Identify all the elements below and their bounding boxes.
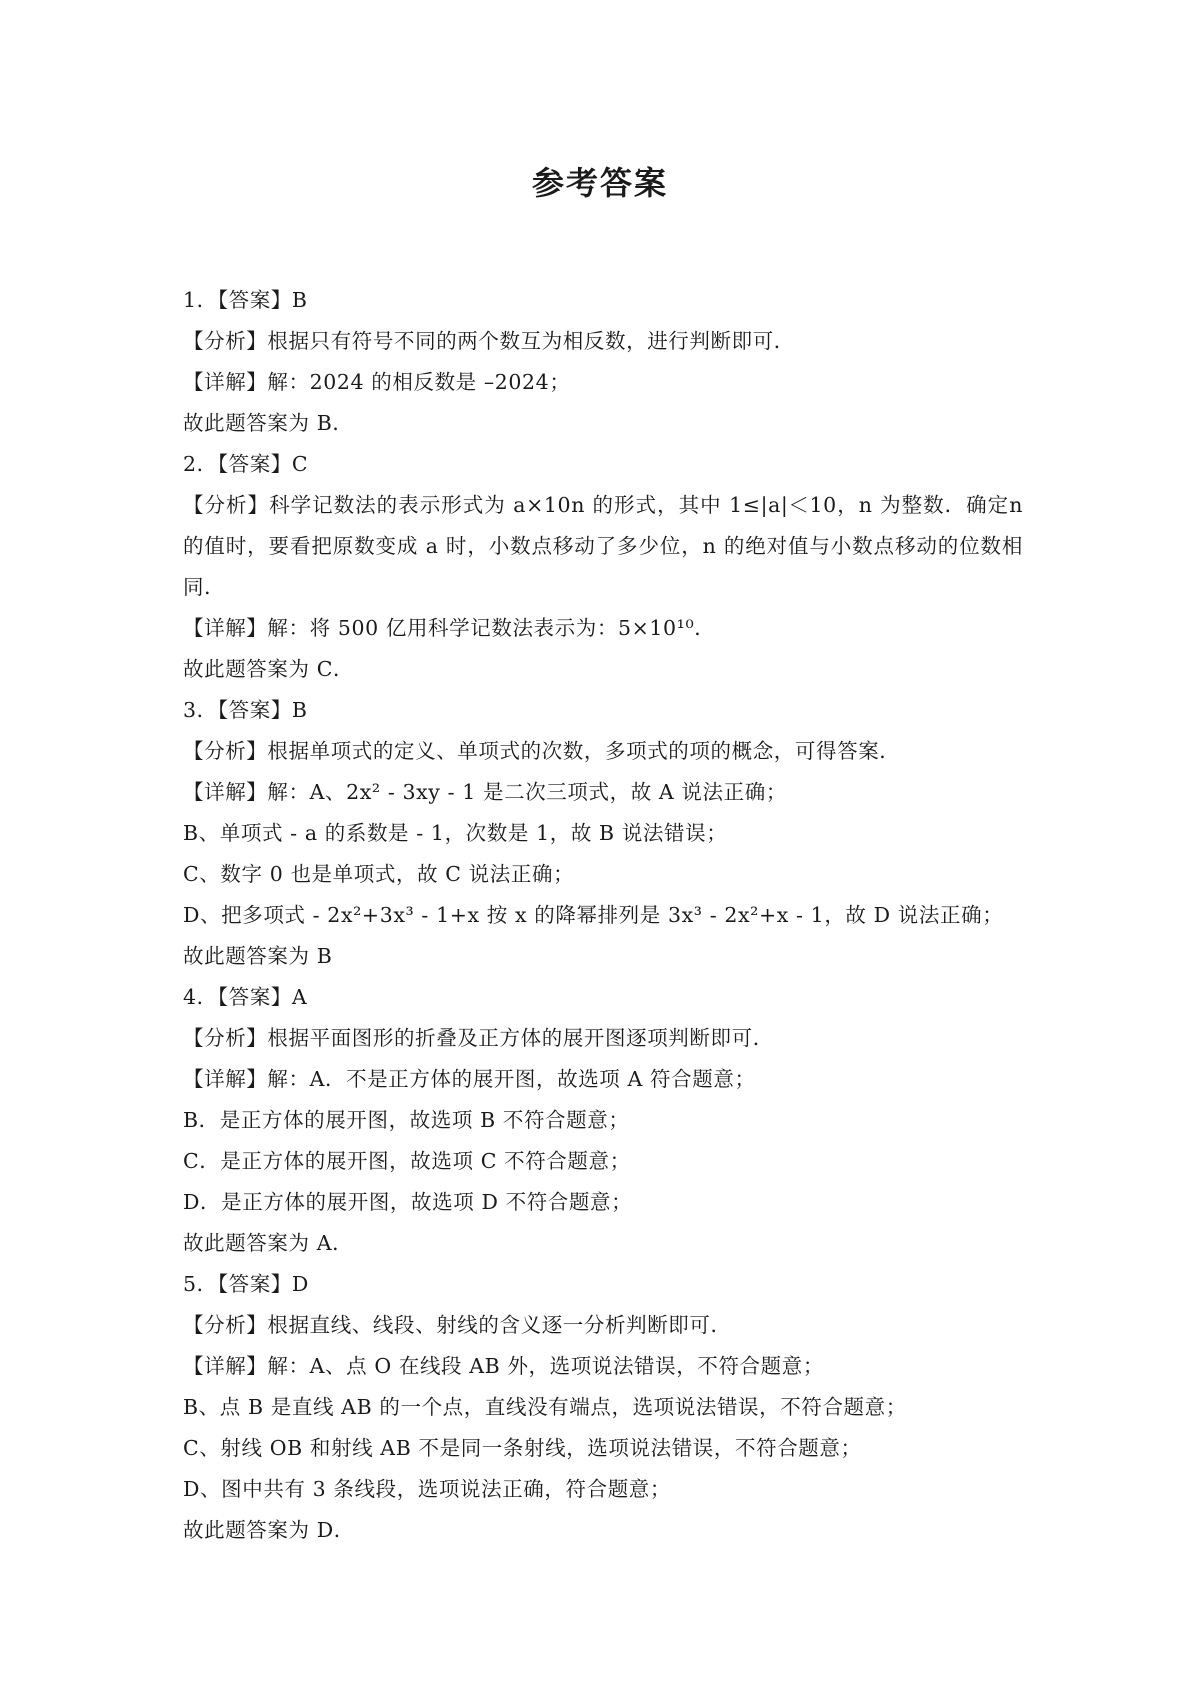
q2-conclusion: 故此题答案为 C． bbox=[183, 657, 355, 681]
q3-detail-b: B、单项式 - a 的系数是 - 1，次数是 1，故 B 说法错误； bbox=[183, 821, 728, 845]
q5-detail-a: 【详解】解：A、点 O 在线段 AB 外，选项说法错误，不符合题意； bbox=[183, 1354, 824, 1378]
q2-detail: 【详解】解：将 500 亿用科学记数法表示为：5×10¹⁰． bbox=[183, 616, 716, 640]
q3-conclusion: 故此题答案为 B bbox=[183, 944, 333, 968]
q3-answer: 3．【答案】B bbox=[183, 698, 308, 722]
q3-analysis: 【分析】根据单项式的定义、单项式的次数，多项式的项的概念，可得答案． bbox=[183, 739, 901, 763]
q4-detail-d: D．是正方体的展开图，故选项 D 不符合题意； bbox=[183, 1190, 633, 1214]
q2-answer: 2．【答案】C bbox=[183, 452, 309, 476]
q4-detail-c: C．是正方体的展开图，故选项 C 不符合题意； bbox=[183, 1149, 631, 1173]
q5-answer: 5．【答案】D bbox=[183, 1272, 309, 1296]
q1-analysis: 【分析】根据只有符号不同的两个数互为相反数，进行判断即可． bbox=[183, 329, 795, 353]
q1-answer: 1．【答案】B bbox=[183, 288, 308, 312]
q5-detail-c: C、射线 OB 和射线 AB 不是同一条射线，选项说法错误，不符合题意； bbox=[183, 1436, 862, 1460]
q4-answer: 4．【答案】A bbox=[183, 985, 308, 1009]
answer-content bbox=[183, 280, 1023, 1551]
q5-detail-b: B、点 B 是直线 AB 的一个点，直线没有端点，选项说法错误，不符合题意； bbox=[183, 1395, 907, 1419]
q1-conclusion: 故此题答案为 B． bbox=[183, 411, 354, 435]
q4-detail-b: B．是正方体的展开图，故选项 B 不符合题意； bbox=[183, 1108, 630, 1132]
q4-analysis: 【分析】根据平面图形的折叠及正方体的展开图逐项判断即可． bbox=[183, 1026, 774, 1050]
q5-detail-d: D、图中共有 3 条线段，选项说法正确，符合题意； bbox=[183, 1477, 672, 1501]
q1-detail: 【详解】解：2024 的相反数是 –2024； bbox=[183, 370, 571, 394]
q3-detail-c: C、数字 0 也是单项式，故 C 说法正确； bbox=[183, 862, 575, 886]
q5-conclusion: 故此题答案为 D． bbox=[183, 1518, 355, 1542]
q4-detail-a: 【详解】解：A．不是正方体的展开图，故选项 A 符合题意； bbox=[183, 1067, 756, 1091]
q3-detail-a: 【详解】解：A、2x² - 3xy - 1 是二次三项式，故 A 说法正确； bbox=[183, 780, 787, 804]
q3-detail-d: D、把多项式 - 2x²+3x³ - 1+x 按 x 的降幂排列是 3x³ - 2x²+x - 1，故 D 说法正确； bbox=[183, 903, 1004, 927]
q2-analysis: 【分析】科学记数法的表示形式为 a×10n 的形式，其中 1≤|a|＜10，n 为整数．确定n 的值时，要看把原数变成 a 时，小数点移动了多少位，n 的绝对值与小数点移动的位数相同． bbox=[183, 493, 1023, 599]
q5-analysis: 【分析】根据直线、线段、射线的含义逐一分析判断即可． bbox=[183, 1313, 732, 1337]
q4-conclusion: 故此题答案为 A． bbox=[183, 1231, 354, 1255]
page-title: 参考答案 bbox=[531, 164, 668, 202]
